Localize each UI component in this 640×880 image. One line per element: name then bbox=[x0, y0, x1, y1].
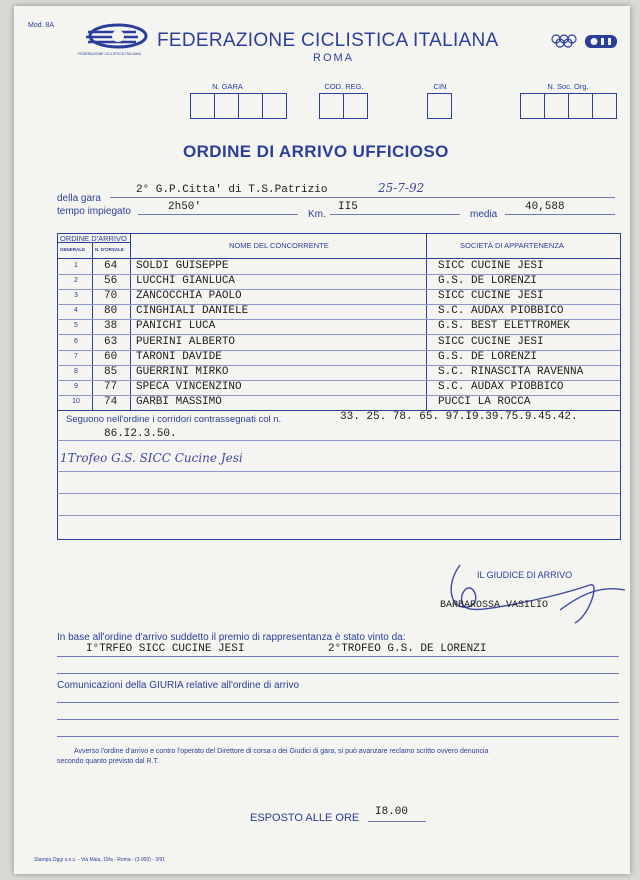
row-team: G.S. BEST ELETTROMEK bbox=[438, 320, 571, 333]
row-bib: 64 bbox=[104, 260, 118, 272]
printer-footer: Stampa Oggi s.n.c. - Via Maia, 19/a - Roma - (3.000) - 3/91 bbox=[34, 857, 166, 863]
row-bib: 60 bbox=[104, 350, 118, 363]
row-name: GARBI MASSIMO bbox=[136, 395, 222, 408]
coni-logo-icon bbox=[585, 34, 617, 49]
giuria-label: Comunicazioni della GIURIA relative all'ordine di arrivo bbox=[57, 680, 300, 691]
race-name: 2° G.P.Citta' di T.S.Patrizio bbox=[136, 184, 328, 196]
cin-box[interactable] bbox=[428, 93, 452, 119]
row-name: TARONI DAVIDE bbox=[136, 350, 222, 363]
olympic-rings-icon bbox=[550, 34, 578, 48]
cin-label: CIN bbox=[433, 82, 447, 91]
row-name: PANICHI LUCA bbox=[136, 320, 216, 333]
note-line-2 bbox=[57, 471, 620, 472]
row-position: 1 bbox=[74, 262, 78, 269]
km-line bbox=[330, 214, 460, 215]
row-name: PUERINI ALBERTO bbox=[136, 335, 236, 348]
giuria-line-1 bbox=[57, 702, 619, 703]
prize-label: In base all'ordine d'arrivo suddetto il premio di rappresentanza è stato vinto da: bbox=[57, 632, 406, 643]
form-title: ORDINE DI ARRIVO UFFICIOSO bbox=[183, 142, 449, 161]
row-position: 5 bbox=[74, 322, 78, 330]
row-bib: 80 bbox=[104, 305, 118, 318]
giuria-line-3 bbox=[57, 736, 619, 737]
row-team: S.C. RINASCITA RAVENNA bbox=[438, 365, 584, 378]
society-header: SOCIETÀ DI APPARTENENZA bbox=[460, 241, 564, 250]
prize-first: I°TRFEO SICC CUCINE JESI bbox=[86, 643, 245, 655]
row-position: 3 bbox=[74, 292, 78, 300]
table-row bbox=[57, 259, 620, 274]
note-line-4 bbox=[57, 515, 620, 516]
table-row bbox=[57, 304, 620, 319]
handwritten-note: 1Trofeo G.S. SICC Cucine Jesi bbox=[60, 451, 243, 465]
della-gara-label: della gara bbox=[57, 193, 101, 204]
race-date: 25-7-92 bbox=[378, 181, 425, 195]
prize-second: 2°TROFEO G.S. DE LORENZI bbox=[328, 643, 487, 655]
row-bib: 56 bbox=[104, 275, 118, 288]
table-row bbox=[57, 289, 620, 304]
row-position: 8 bbox=[74, 367, 78, 375]
order-header: ORDINE D'ARRIVO bbox=[60, 234, 127, 243]
row-bib: 63 bbox=[104, 335, 118, 348]
table-row bbox=[57, 350, 620, 365]
judge-name: BARBAROSSA VASILIO bbox=[440, 600, 549, 611]
row-bib: 85 bbox=[104, 365, 118, 378]
notice-line-2: secondo quanto previsto dal R.T. bbox=[57, 758, 159, 765]
row-name: CINGHIALI DANIELE bbox=[136, 305, 249, 318]
tempo-line bbox=[138, 214, 298, 215]
form-code: Mod. 8A bbox=[28, 22, 55, 29]
row-name: SPECA VINCENZINO bbox=[136, 380, 242, 393]
row-position: 10 bbox=[72, 397, 80, 405]
row-name: LUCCHI GIANLUCA bbox=[136, 275, 236, 288]
seguono-label: Seguono nell'ordine i corridori contrassegnati col n. bbox=[66, 414, 282, 425]
row-bib: 74 bbox=[104, 395, 118, 408]
cod-reg-label: COD. REG. bbox=[324, 82, 364, 91]
logo-caption: FEDERAZIONE CICLISTICA ITALIANA bbox=[78, 52, 141, 56]
row-team: SICC CUCINE JESI bbox=[438, 260, 544, 272]
tempo-label: tempo impiegato bbox=[57, 206, 131, 217]
row-name: GUERRINI MIRKO bbox=[136, 365, 229, 378]
prize-line-2 bbox=[57, 673, 619, 674]
n-gara-boxes[interactable] bbox=[191, 93, 287, 119]
row-team: G.S. DE LORENZI bbox=[438, 275, 538, 288]
row-team: SICC CUCINE JESI bbox=[438, 335, 544, 348]
table-row bbox=[57, 365, 620, 380]
seguono-numbers-1: 33. 25. 78. 65. 97.I9.39.75.9.45.42. bbox=[340, 411, 578, 423]
table-row bbox=[57, 319, 620, 334]
media-label: media bbox=[470, 209, 498, 220]
giuria-line-2 bbox=[57, 719, 619, 720]
table-row bbox=[57, 380, 620, 395]
della-gara-line bbox=[110, 197, 615, 198]
federation-logo bbox=[78, 22, 148, 54]
judge-signature bbox=[440, 555, 630, 635]
row-bib: 77 bbox=[104, 380, 118, 393]
table-row bbox=[57, 395, 620, 410]
note-line-1 bbox=[57, 440, 620, 441]
row-team: G.S. DE LORENZI bbox=[438, 350, 538, 363]
esposto-label: ESPOSTO ALLE ORE bbox=[250, 812, 360, 824]
row-position: 2 bbox=[74, 277, 78, 285]
table-row bbox=[57, 274, 620, 289]
notice-line-1: Avverso l'ordine d'arrivo e contro l'operato del Direttore di corsa o dei Giudici di gara, si può avanzare reclamo scritto ovvero denuncia bbox=[74, 748, 489, 755]
esposto-line bbox=[368, 821, 426, 822]
km-label: Km. bbox=[308, 209, 326, 220]
media-line bbox=[505, 214, 615, 215]
row-team: PUCCI LA ROCCA bbox=[438, 395, 531, 408]
name-header: NOME DEL CONCORRENTE bbox=[229, 241, 329, 250]
row-team: S.C. AUDAX PIOBBICO bbox=[438, 305, 564, 318]
row-position: 4 bbox=[74, 307, 78, 315]
row-position: 7 bbox=[74, 352, 78, 360]
judge-label: IL GIUDICE DI ARRIVO bbox=[477, 570, 573, 580]
n-soc-org-label: N. Soc. Org. bbox=[547, 82, 589, 91]
row-name: ZANCOCCHIA PAOLO bbox=[136, 290, 242, 303]
generale-header: GENERALE bbox=[60, 247, 86, 252]
race-time: 2h50' bbox=[168, 201, 202, 213]
row-name: SOLDI GUISEPPE bbox=[136, 260, 229, 272]
dorsale-header: N. D'ORSALE bbox=[95, 247, 124, 252]
row-bib: 38 bbox=[104, 320, 118, 333]
race-average: 40,588 bbox=[525, 201, 565, 213]
esposto-time: I8.00 bbox=[375, 806, 409, 818]
federation-city: ROMA bbox=[313, 52, 354, 64]
row-position: 9 bbox=[74, 382, 78, 390]
cod-reg-boxes[interactable] bbox=[320, 93, 368, 119]
race-km: II5 bbox=[338, 201, 358, 213]
row-position: 6 bbox=[74, 337, 78, 345]
n-gara-label: N. GARA bbox=[212, 82, 243, 91]
seguono-numbers-2: 86.I2.3.50. bbox=[104, 428, 177, 440]
row-bib: 70 bbox=[104, 290, 118, 303]
row-team: S.C. AUDAX PIOBBICO bbox=[438, 380, 564, 393]
row-team: SICC CUCINE JESI bbox=[438, 290, 544, 303]
n-soc-org-boxes[interactable] bbox=[521, 93, 617, 119]
federation-title: FEDERAZIONE CICLISTICA ITALIANA bbox=[157, 30, 499, 51]
note-line-3 bbox=[57, 493, 620, 494]
table-row bbox=[57, 335, 620, 350]
prize-line-1 bbox=[57, 656, 619, 657]
